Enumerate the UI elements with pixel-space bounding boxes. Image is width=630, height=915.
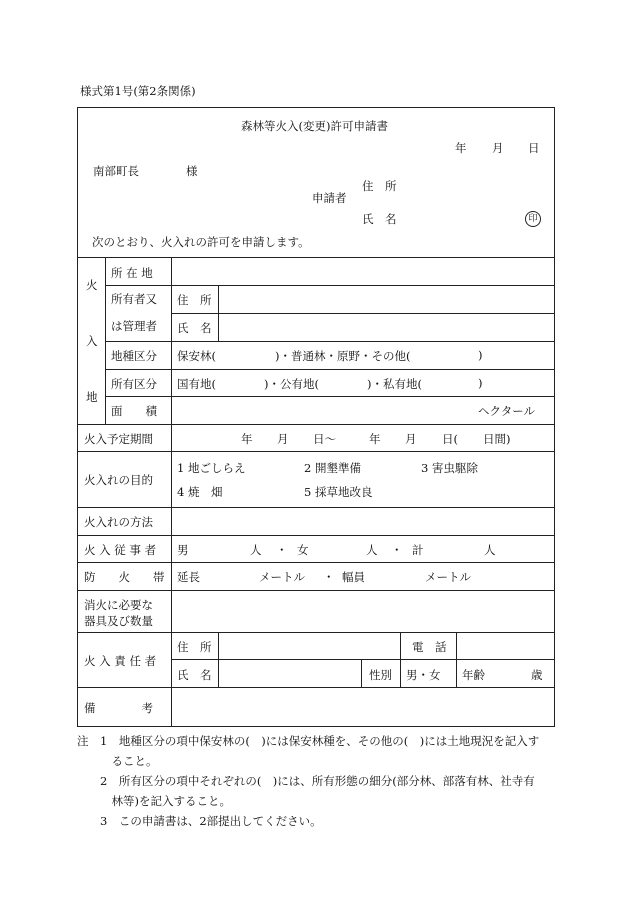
purpose-option: 2 開墾準備	[304, 461, 361, 475]
location-label: 所 在 地	[111, 266, 153, 280]
divider	[77, 507, 555, 508]
ownership-label: 所有区分	[111, 377, 157, 391]
workers-female: 女	[297, 543, 309, 557]
divider	[218, 632, 219, 687]
divider	[77, 257, 555, 258]
form-number: 様式第1号(第2条関係)	[80, 84, 196, 98]
divider	[361, 659, 362, 687]
equipment-label-line1: 消火に必要な	[84, 598, 153, 612]
applicant-name-label: 氏 名	[362, 212, 397, 226]
responsible-address-label: 住 所	[177, 640, 212, 654]
method-label: 火入れの方法	[84, 515, 153, 529]
form-title: 森林等火入(変更)許可申請書	[241, 119, 388, 133]
divider	[77, 590, 555, 591]
divider	[171, 257, 172, 727]
land-type-label: 地種区分	[111, 349, 157, 363]
responsible-age-label: 年齢	[462, 668, 485, 682]
period-year2: 年	[369, 432, 381, 446]
note-line: 林等)を記入すること。	[77, 794, 231, 808]
owner-address-label: 住 所	[177, 293, 212, 307]
divider	[77, 562, 555, 563]
date-month-label: 月	[492, 141, 504, 155]
purpose-option: 5 採草地改良	[304, 485, 373, 499]
responsible-name-label: 氏 名	[177, 668, 212, 682]
firebreak-length: 延長	[177, 570, 200, 584]
notes	[77, 731, 557, 831]
date-day-label: 日	[528, 141, 540, 155]
applicant-address-label: 住 所	[362, 179, 397, 193]
note-line: 注 1 地種区分の項中保安林の( )には保安林種を、その他の( )には土地現況を記入す	[77, 734, 540, 748]
site-side-char: 火	[86, 278, 98, 292]
purpose-option: 1 地ごしらえ	[177, 461, 246, 475]
divider	[105, 285, 555, 286]
purpose-option: 3 害虫駆除	[421, 461, 478, 475]
applicant-label: 申請者	[312, 191, 347, 205]
workers-persons: 人	[484, 543, 496, 557]
firebreak-width: 幅員	[342, 570, 365, 584]
owner-name-label: 氏 名	[177, 321, 212, 335]
workers-persons: 人	[366, 543, 378, 557]
note-line: 2 所有区分の項中それぞれの( )には、所有形態の細分(部分林、部落有林、社寺有	[77, 774, 535, 788]
area-label: 面 積	[111, 404, 157, 418]
ownership-part: )	[478, 376, 483, 390]
divider	[77, 535, 555, 536]
owner-label-line2: は管理者	[111, 319, 157, 333]
area-unit: ヘクタール	[478, 404, 536, 418]
firebreak-dot: ・	[323, 570, 335, 584]
divider	[77, 687, 555, 688]
divider	[105, 369, 555, 370]
divider	[218, 285, 219, 341]
responsible-gender-label: 性別	[369, 668, 392, 682]
ownership-part: )・公有地(	[264, 377, 319, 391]
divider	[456, 632, 457, 687]
workers-persons: 人	[250, 543, 262, 557]
equipment-label-line2: 器具及び数量	[84, 614, 153, 628]
period-month: 月	[277, 432, 289, 446]
site-side-char: 入	[86, 334, 98, 348]
period-year: 年	[241, 432, 253, 446]
period-label: 火入予定期間	[84, 432, 153, 446]
honorific: 様	[186, 164, 198, 178]
divider	[171, 659, 555, 660]
divider	[105, 341, 555, 342]
responsible-gender: 男・女	[406, 668, 441, 682]
workers-total: 計	[412, 543, 424, 557]
land-type-part: )	[478, 348, 483, 362]
ownership-part: )・私有地(	[367, 377, 422, 391]
intro-text: 次のとおり、火入れの許可を申請します。	[92, 235, 310, 249]
purpose-option: 4 焼 畑	[177, 485, 223, 499]
workers-label: 火 入 従 事 者	[84, 543, 157, 557]
responsible-phone-label: 電 話	[412, 640, 447, 654]
land-type-part: 保安林(	[177, 349, 216, 363]
divider	[105, 396, 555, 397]
remarks-label: 備 考	[84, 701, 153, 715]
note-line: ること。	[77, 754, 158, 768]
date-year-label: 年	[455, 141, 467, 155]
note-line: 3 この申請書は、2部提出してください。	[77, 814, 322, 828]
period-day2: 日(	[442, 432, 458, 446]
workers-dot: ・	[276, 543, 288, 557]
responsible-age-unit: 歳	[531, 668, 543, 682]
workers-male: 男	[177, 543, 189, 557]
divider	[171, 313, 555, 314]
purpose-label: 火入れの目的	[84, 473, 153, 487]
divider	[77, 632, 555, 633]
firebreak-meter: メートル	[259, 570, 305, 584]
firebreak-label: 防 火 帯	[84, 570, 165, 584]
divider	[77, 424, 555, 425]
period-day-from: 日〜	[313, 432, 336, 446]
addressee: 南部町長	[93, 164, 139, 178]
land-type-part: )・普通林・原野・その他(	[275, 349, 411, 363]
responsible-label: 火 入 責 任 者	[84, 654, 157, 668]
divider	[400, 632, 401, 687]
period-month2: 月	[405, 432, 417, 446]
firebreak-meter: メートル	[425, 570, 471, 584]
period-days: 日間)	[483, 432, 511, 446]
site-side-char: 地	[86, 390, 98, 404]
workers-dot: ・	[391, 543, 403, 557]
divider	[77, 451, 555, 452]
divider	[105, 257, 106, 424]
ownership-part: 国有地(	[177, 377, 216, 391]
owner-label-line1: 所有者又	[111, 292, 157, 306]
seal-icon: 印	[525, 211, 541, 227]
